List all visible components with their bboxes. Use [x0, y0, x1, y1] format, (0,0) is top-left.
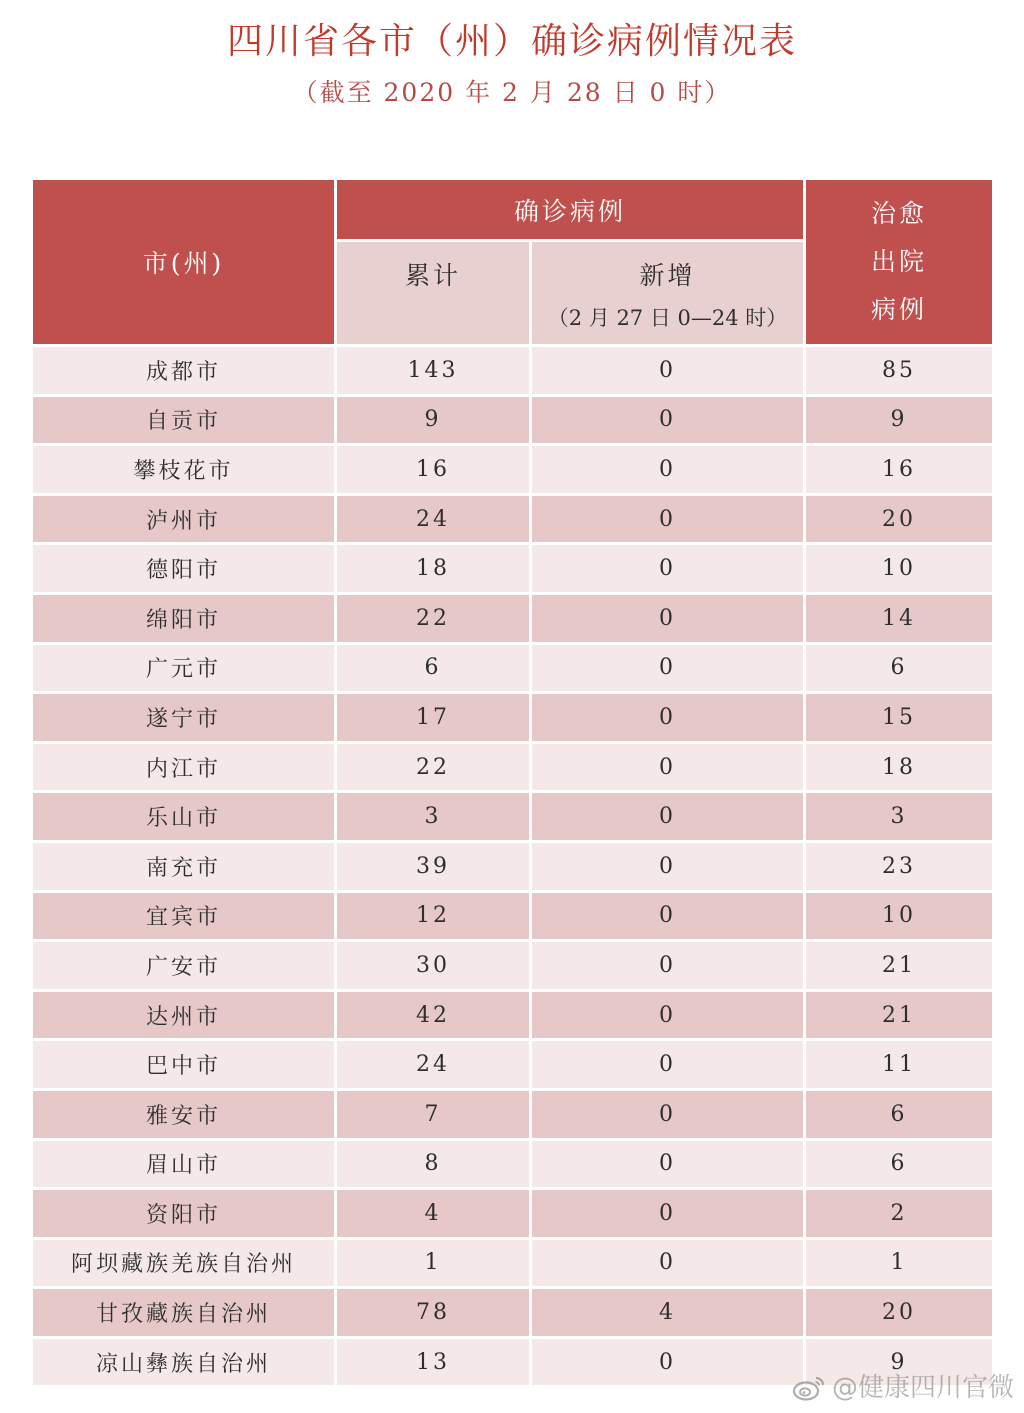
cell-recovered: 11 — [805, 1040, 994, 1090]
cell-recovered: 6 — [805, 1089, 994, 1139]
header-recovered-line: 出院 — [871, 247, 928, 276]
cell-recovered: 14 — [805, 593, 994, 643]
header-cumulative: 累计 — [336, 241, 531, 346]
cell-city: 雅安市 — [32, 1089, 336, 1139]
table-row — [32, 1238, 994, 1288]
cell-cumulative: 13 — [336, 1337, 531, 1387]
table-row — [32, 792, 994, 842]
page-subtitle: （截至 2020 年 2 月 28 日 0 时） — [292, 78, 732, 107]
cell-city: 绵阳市 — [32, 593, 336, 643]
cell-new: 0 — [531, 1337, 805, 1387]
cell-recovered: 21 — [805, 990, 994, 1040]
cell-cumulative: 42 — [336, 990, 531, 1040]
cell-new: 0 — [531, 742, 805, 792]
table-row — [32, 544, 994, 594]
page-title: 四川省各市（州）确诊病例情况表 — [226, 21, 797, 62]
table-row — [32, 1288, 994, 1338]
cell-recovered: 6 — [805, 1139, 994, 1189]
table-row — [32, 1089, 994, 1139]
table-row — [32, 841, 994, 891]
cell-recovered: 6 — [805, 643, 994, 693]
cell-new: 0 — [531, 1189, 805, 1239]
cell-cumulative: 24 — [336, 494, 531, 544]
cell-cumulative: 143 — [336, 346, 531, 396]
table-row — [32, 941, 994, 991]
cell-city: 自贡市 — [32, 395, 336, 445]
cell-city: 遂宁市 — [32, 693, 336, 743]
table-row — [32, 990, 994, 1040]
cell-recovered: 1 — [805, 1238, 994, 1288]
cell-city: 巴中市 — [32, 1040, 336, 1090]
cell-new: 4 — [531, 1288, 805, 1338]
table-row — [32, 1139, 994, 1189]
table-row — [32, 346, 994, 396]
cell-city: 广安市 — [32, 941, 336, 991]
cell-cumulative: 6 — [336, 643, 531, 693]
cell-city: 内江市 — [32, 742, 336, 792]
cell-cumulative: 30 — [336, 941, 531, 991]
cell-cumulative: 24 — [336, 1040, 531, 1090]
cell-recovered: 18 — [805, 742, 994, 792]
header-new-label: 新增 — [639, 261, 696, 290]
table-body — [32, 346, 994, 1387]
cell-city: 甘孜藏族自治州 — [32, 1288, 336, 1338]
cell-recovered: 20 — [805, 1288, 994, 1338]
watermark-text: @健康四川官微 — [831, 1373, 1014, 1403]
cell-recovered: 9 — [805, 395, 994, 445]
cell-city: 资阳市 — [32, 1189, 336, 1239]
cell-city: 阿坝藏族羌族自治州 — [32, 1238, 336, 1288]
header-new — [531, 241, 805, 346]
cell-cumulative: 39 — [336, 841, 531, 891]
cell-cumulative: 1 — [336, 1238, 531, 1288]
cell-cumulative: 17 — [336, 693, 531, 743]
table-row — [32, 742, 994, 792]
header-recovered — [805, 179, 994, 346]
table-row — [32, 395, 994, 445]
cell-cumulative: 22 — [336, 742, 531, 792]
header-recovered-line: 病例 — [871, 295, 928, 324]
cell-recovered: 23 — [805, 841, 994, 891]
cell-new: 0 — [531, 1139, 805, 1189]
cell-recovered: 2 — [805, 1189, 994, 1239]
cell-new: 0 — [531, 346, 805, 396]
cell-new: 0 — [531, 941, 805, 991]
cell-city: 德阳市 — [32, 544, 336, 594]
table-row — [32, 891, 994, 941]
cell-cumulative: 7 — [336, 1089, 531, 1139]
cell-new: 0 — [531, 792, 805, 842]
cell-recovered: 9 — [805, 1337, 994, 1387]
cell-recovered: 85 — [805, 346, 994, 396]
cell-new: 0 — [531, 891, 805, 941]
header-recovered-line: 治愈 — [871, 199, 928, 228]
cell-recovered: 10 — [805, 544, 994, 594]
cell-cumulative: 8 — [336, 1139, 531, 1189]
cell-cumulative: 22 — [336, 593, 531, 643]
cell-new: 0 — [531, 494, 805, 544]
watermark — [792, 1371, 1014, 1405]
cell-recovered: 21 — [805, 941, 994, 991]
cell-recovered: 15 — [805, 693, 994, 743]
weibo-icon — [792, 1374, 826, 1402]
cell-new: 0 — [531, 693, 805, 743]
cell-new: 0 — [531, 1238, 805, 1288]
cell-recovered: 10 — [805, 891, 994, 941]
cell-cumulative: 4 — [336, 1189, 531, 1239]
cell-city: 广元市 — [32, 643, 336, 693]
cell-cumulative: 12 — [336, 891, 531, 941]
cell-recovered: 3 — [805, 792, 994, 842]
cell-cumulative: 16 — [336, 445, 531, 495]
cases-table — [30, 177, 995, 1388]
cell-cumulative: 78 — [336, 1288, 531, 1338]
cell-city: 宜宾市 — [32, 891, 336, 941]
header-city: 市(州) — [32, 179, 336, 346]
cell-city: 成都市 — [32, 346, 336, 396]
table-row — [32, 445, 994, 495]
table-row — [32, 643, 994, 693]
cell-cumulative: 3 — [336, 792, 531, 842]
cell-city: 攀枝花市 — [32, 445, 336, 495]
cell-cumulative: 18 — [336, 544, 531, 594]
table-row — [32, 593, 994, 643]
cell-new: 0 — [531, 990, 805, 1040]
cell-recovered: 20 — [805, 494, 994, 544]
cell-new: 0 — [531, 395, 805, 445]
table-row — [32, 693, 994, 743]
cell-new: 0 — [531, 544, 805, 594]
header-confirmed-group: 确诊病例 — [336, 179, 805, 241]
cell-new: 0 — [531, 841, 805, 891]
cell-city: 泸州市 — [32, 494, 336, 544]
table-row — [32, 1040, 994, 1090]
cell-city: 眉山市 — [32, 1139, 336, 1189]
table-row — [32, 494, 994, 544]
cell-city: 乐山市 — [32, 792, 336, 842]
cell-new: 0 — [531, 643, 805, 693]
cell-new: 0 — [531, 593, 805, 643]
cell-new: 0 — [531, 1040, 805, 1090]
cell-city: 达州市 — [32, 990, 336, 1040]
cell-new: 0 — [531, 445, 805, 495]
cell-new: 0 — [531, 1089, 805, 1139]
cell-cumulative: 9 — [336, 395, 531, 445]
cell-city: 南充市 — [32, 841, 336, 891]
cell-city: 凉山彝族自治州 — [32, 1337, 336, 1387]
cell-recovered: 16 — [805, 445, 994, 495]
header-new-note: （2 月 27 日 0—24 时） — [547, 306, 788, 330]
table-row — [32, 1189, 994, 1239]
